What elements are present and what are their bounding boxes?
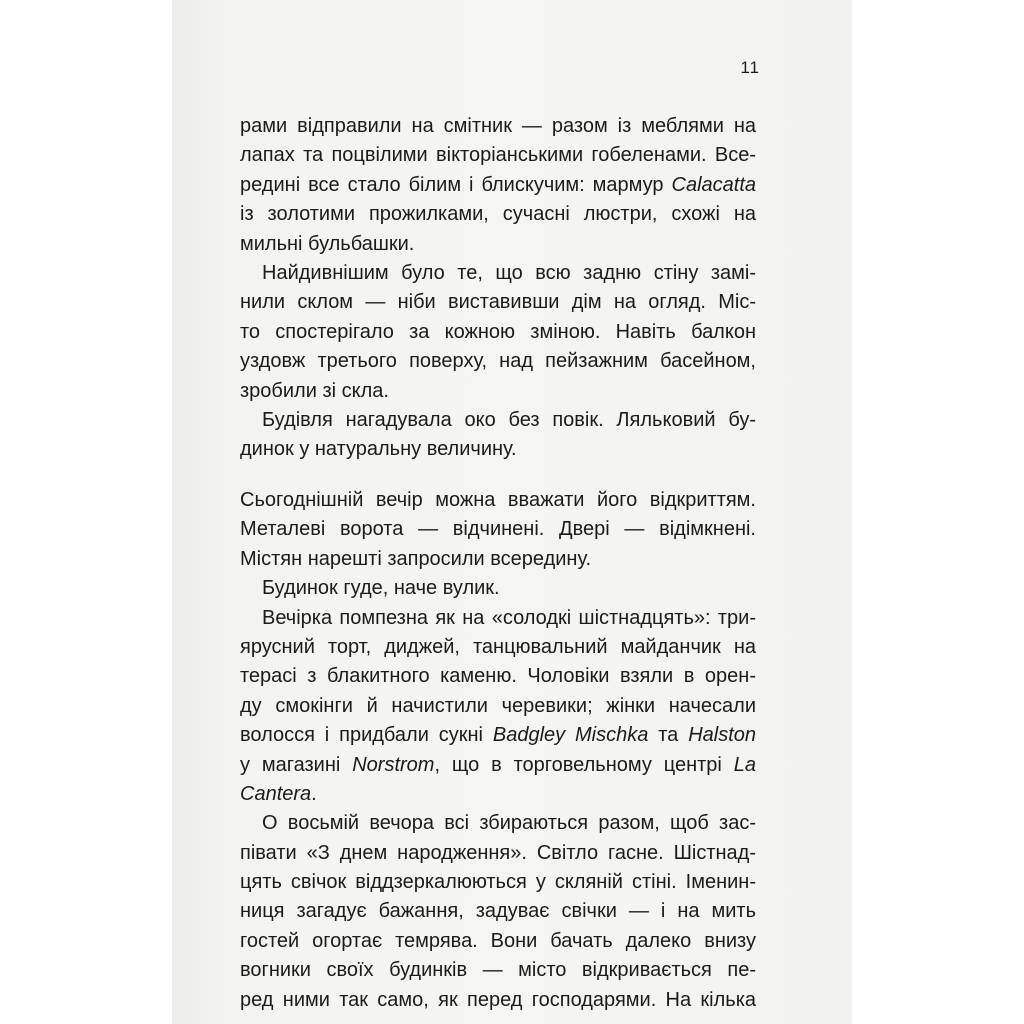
page-number: 11 (740, 58, 760, 77)
text-line: Будівля нагадувала око без повік. Ляльковий бу- (262, 408, 756, 431)
text-line: зробили зі скла. (240, 379, 389, 402)
text-line: то спостерігало за кожною зміною. Навіть балкон (240, 320, 756, 343)
text-line: півати «З днем народження». Світло гасне. Шістнад- (240, 841, 756, 864)
text-line (240, 171, 756, 200)
text-line: Будинок гуде, наче вулик. (262, 577, 500, 600)
text-line: О восьмій вечора всі збираються разом, щоб зас- (262, 812, 756, 835)
text-line (240, 751, 756, 780)
text-line (240, 721, 756, 750)
text-span: у магазині (240, 753, 353, 776)
text-line: Сьогоднішній вечір можна вважати його відкриттям. (240, 489, 756, 511)
text-line: ниця загадує бажання, задуває свічки — і на мить (240, 900, 756, 923)
italic-span: Calacatta (671, 173, 756, 196)
italic-span: La (733, 753, 756, 776)
text-line: уздовж третього поверху, над пейзажним басейном, (240, 350, 756, 373)
text-line: цять свічок віддзеркалюються у скляній стіні. Іменин- (240, 871, 756, 894)
text-line: лапах та поцвілими вікторіанськими гобеленами. Все- (240, 144, 756, 167)
text-line: мильні бульбашки. (240, 232, 415, 255)
italic-span: Norstrom (352, 753, 435, 776)
italic-span: Badgley Mischka (492, 724, 649, 747)
text-span: . (311, 782, 317, 805)
text-line: динок у натуральну величину. (240, 438, 517, 461)
text-line: рами відправили на смітник — разом із меблями на (240, 115, 756, 137)
italic-span: Halston (688, 724, 756, 747)
text-line: ду смокінги й начистили черевики; жінки начесали (240, 694, 756, 717)
text-span: , що в торговельному центрі (434, 753, 734, 776)
text-line: ярусний торт, диджей, танцювальний майданчик на (240, 635, 756, 658)
text-line: Містян нарешті запросили всередину. (240, 547, 592, 570)
book-page (172, 0, 852, 1024)
text-line (240, 780, 756, 809)
text-line: ред ними так само, як перед господарями. На кілька (240, 988, 756, 1011)
text-line: терасі з блакитного каменю. Чоловіки взяли в орен- (240, 665, 756, 688)
text-line: вогники своїх будинків — місто відкривається пе- (240, 959, 756, 982)
text-line: Металеві ворота — відчинені. Двері — відімкнені. (240, 518, 756, 541)
text-line: Найдивнішим було те, що всю задню стіну замі- (262, 261, 756, 284)
text-span: та (648, 724, 689, 747)
text-span: волосся і придбали сукні (240, 724, 493, 747)
text-span: редині все стало білим і блискучим: мармур (240, 173, 672, 196)
text-line: із золотими прожилками, сучасні люстри, схожі на (240, 203, 756, 226)
text-block-upper (240, 112, 756, 465)
text-line: нили склом — ніби виставивши дім на огляд. Міс- (240, 291, 756, 314)
italic-span: Cantera (240, 782, 312, 805)
text-block-lower (240, 486, 756, 1015)
text-line: гостей огортає темрява. Вони бачать далеко внизу (240, 929, 756, 952)
text-line: Вечірка помпезна як на «солодкі шістнадцять»: три- (262, 606, 756, 629)
